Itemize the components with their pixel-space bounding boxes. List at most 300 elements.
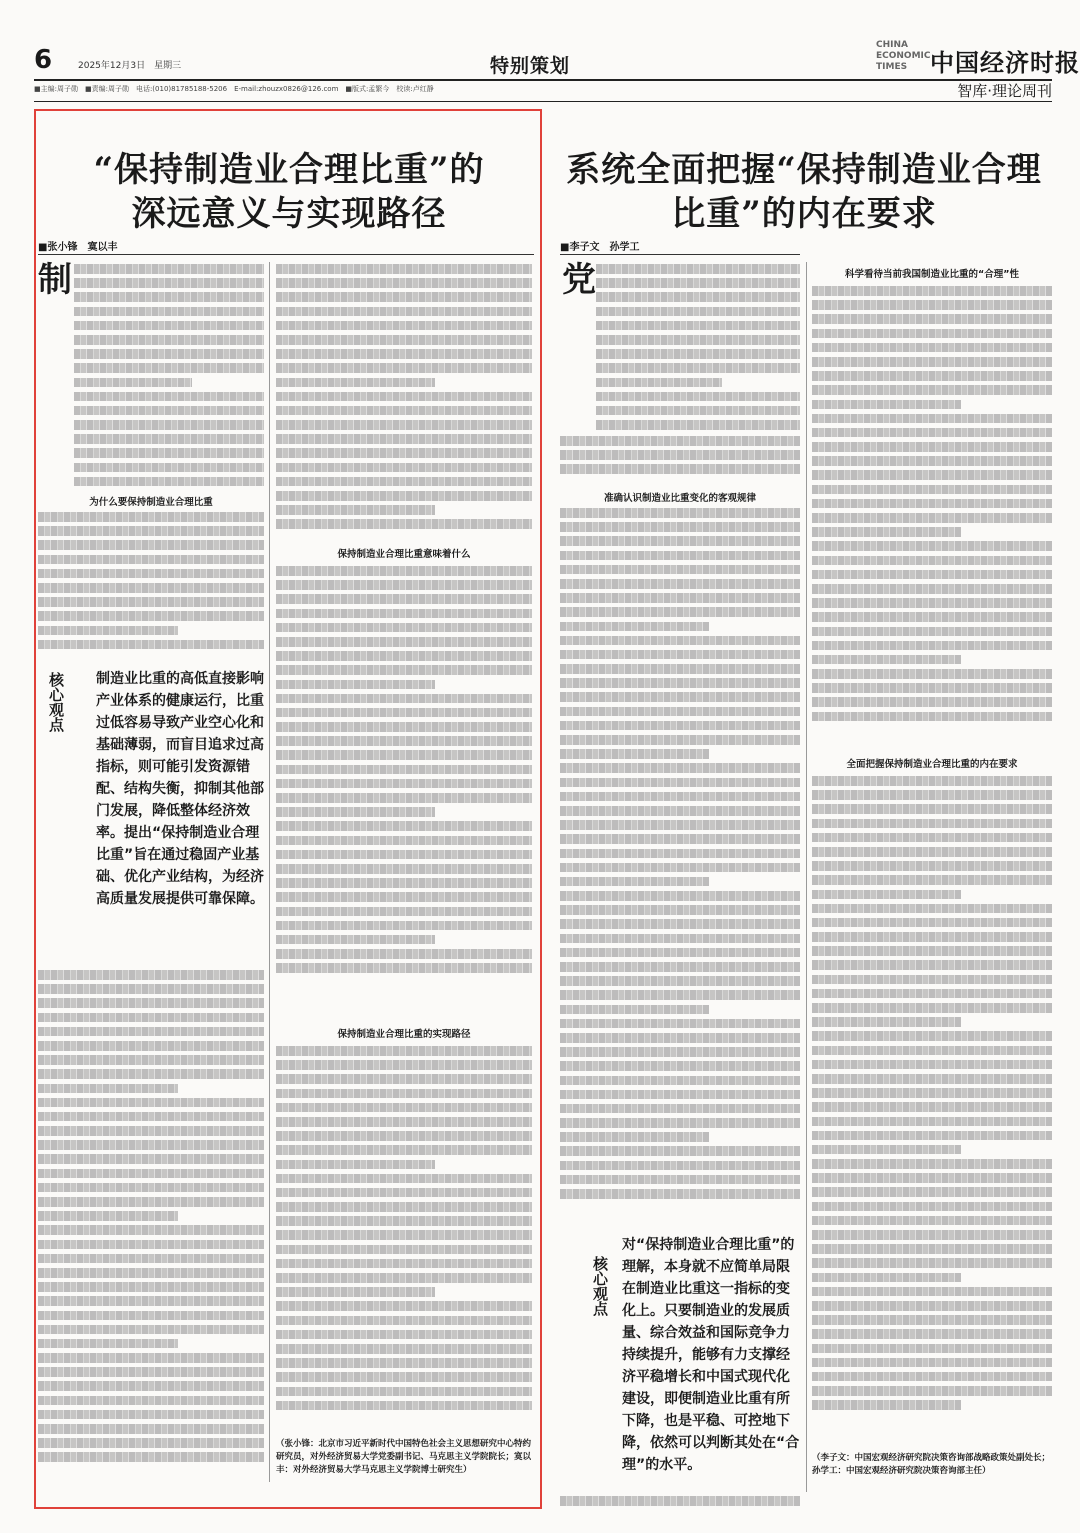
text-line bbox=[74, 292, 264, 302]
text-line bbox=[276, 1145, 532, 1155]
left-key-label: 核心观点 bbox=[47, 672, 65, 732]
text-line bbox=[812, 875, 1052, 885]
text-line bbox=[38, 626, 178, 636]
text-line bbox=[276, 1259, 532, 1269]
text-line bbox=[276, 264, 532, 274]
text-line bbox=[276, 609, 532, 619]
text-line bbox=[560, 1118, 800, 1128]
right-col1-body2 bbox=[560, 508, 800, 1226]
text-line bbox=[812, 400, 961, 410]
text-line bbox=[560, 1496, 800, 1506]
text-line bbox=[812, 890, 961, 900]
text-line bbox=[812, 1031, 1052, 1041]
text-line bbox=[812, 1017, 961, 1027]
text-line bbox=[38, 1140, 264, 1150]
text-line bbox=[560, 962, 800, 972]
text-line bbox=[812, 861, 1052, 871]
text-line bbox=[276, 1117, 532, 1127]
text-line bbox=[560, 692, 800, 702]
text-line bbox=[812, 541, 1052, 551]
text-line bbox=[812, 612, 1052, 622]
text-line bbox=[560, 721, 800, 731]
text-line bbox=[812, 470, 1052, 480]
text-line bbox=[276, 1245, 532, 1255]
text-line bbox=[38, 640, 264, 650]
text-line bbox=[74, 448, 264, 458]
text-line bbox=[560, 664, 800, 674]
text-line bbox=[276, 1301, 532, 1311]
text-line bbox=[276, 292, 532, 302]
right-col1-body1b bbox=[560, 436, 800, 486]
text-line bbox=[276, 807, 435, 817]
text-line bbox=[276, 463, 532, 473]
text-line bbox=[276, 907, 532, 917]
text-line bbox=[38, 1197, 264, 1207]
text-line bbox=[38, 970, 264, 980]
text-line bbox=[812, 1386, 1052, 1396]
header-rule bbox=[34, 79, 1052, 81]
text-line bbox=[38, 1183, 264, 1193]
text-line bbox=[276, 892, 532, 902]
text-line bbox=[276, 321, 532, 331]
text-line bbox=[276, 821, 532, 831]
text-line bbox=[276, 1103, 532, 1113]
text-line bbox=[812, 1287, 1052, 1297]
text-line bbox=[74, 378, 192, 388]
text-line bbox=[812, 442, 1052, 452]
text-line bbox=[276, 1387, 532, 1397]
text-line bbox=[812, 641, 1052, 651]
text-line bbox=[560, 863, 800, 873]
text-line bbox=[276, 836, 532, 846]
text-line bbox=[812, 1145, 961, 1155]
text-line bbox=[560, 1047, 800, 1057]
text-line bbox=[276, 406, 532, 416]
left-rule bbox=[38, 254, 534, 255]
text-line bbox=[38, 1353, 264, 1363]
text-line bbox=[74, 264, 264, 274]
text-line bbox=[276, 779, 532, 789]
text-line bbox=[560, 1132, 709, 1142]
text-line bbox=[812, 1258, 1052, 1268]
text-line bbox=[38, 1169, 264, 1179]
text-line bbox=[812, 819, 1052, 829]
text-line bbox=[560, 806, 800, 816]
text-line bbox=[560, 778, 800, 788]
text-line bbox=[560, 1189, 800, 1199]
text-line bbox=[74, 307, 264, 317]
text-line bbox=[812, 627, 1052, 637]
text-line bbox=[560, 934, 800, 944]
text-line bbox=[38, 526, 264, 536]
header-rule-bottom bbox=[34, 101, 1052, 102]
text-line bbox=[38, 984, 264, 994]
text-line bbox=[812, 428, 1052, 438]
text-line bbox=[812, 329, 1052, 339]
text-line bbox=[812, 655, 961, 665]
text-line bbox=[560, 678, 800, 688]
text-line bbox=[276, 694, 532, 704]
text-line bbox=[560, 1175, 800, 1185]
text-line bbox=[38, 1396, 264, 1406]
text-line bbox=[38, 1013, 264, 1023]
text-line bbox=[276, 637, 532, 647]
left-subhead-3: 保持制造业合理比重的实现路径 bbox=[337, 1029, 471, 1040]
text-line bbox=[560, 891, 800, 901]
text-line bbox=[38, 1055, 264, 1065]
text-line bbox=[276, 491, 532, 501]
text-line bbox=[276, 708, 532, 718]
right-author-note: （李子文：中国宏观经济研究院决策咨询部战略政策处副处长；孙学工：中国宏观经济研究院决策咨询部主任） bbox=[812, 1453, 1051, 1476]
text-line bbox=[812, 584, 1052, 594]
text-line bbox=[812, 314, 1052, 324]
text-line bbox=[812, 357, 1052, 367]
left-col2-body3 bbox=[276, 1046, 532, 1430]
text-line bbox=[812, 1046, 1052, 1056]
text-line bbox=[276, 477, 532, 487]
page-header bbox=[0, 0, 1080, 104]
text-line bbox=[812, 286, 1052, 296]
text-line bbox=[276, 850, 532, 860]
left-subhead-2: 保持制造业合理比重意味着什么 bbox=[337, 549, 471, 560]
text-line bbox=[276, 1160, 435, 1170]
text-line bbox=[74, 321, 264, 331]
text-line bbox=[560, 849, 800, 859]
text-line bbox=[560, 948, 800, 958]
text-line bbox=[812, 300, 1052, 310]
text-line bbox=[38, 1041, 264, 1051]
right-key-label: 核心观点 bbox=[591, 1256, 609, 1316]
text-line bbox=[560, 976, 800, 986]
text-line bbox=[560, 749, 709, 759]
left-subhead-1: 为什么要保持制造业合理比重 bbox=[89, 497, 213, 508]
text-line bbox=[38, 1282, 264, 1292]
left-title-line2: 深远意义与实现路径 bbox=[131, 194, 447, 234]
text-line bbox=[560, 877, 709, 887]
page-number: 6 bbox=[34, 45, 53, 75]
text-line bbox=[276, 1287, 435, 1297]
text-line bbox=[812, 556, 1052, 566]
text-line bbox=[812, 946, 1052, 956]
text-line bbox=[812, 833, 1052, 843]
text-line bbox=[276, 1046, 532, 1056]
text-line bbox=[560, 834, 800, 844]
right-byline: ■李子文 孙学工 bbox=[560, 242, 640, 253]
text-line bbox=[812, 1358, 1052, 1368]
text-line bbox=[596, 363, 800, 373]
left-col1-body2 bbox=[38, 512, 264, 662]
text-line bbox=[276, 278, 532, 288]
text-line bbox=[812, 697, 1052, 707]
text-line bbox=[38, 1381, 264, 1391]
left-byline: ■张小锋 寞以丰 bbox=[38, 242, 118, 253]
text-line bbox=[276, 1131, 532, 1141]
text-line bbox=[812, 1159, 1052, 1169]
text-line bbox=[276, 793, 532, 803]
text-line bbox=[560, 1061, 800, 1071]
text-line bbox=[560, 622, 709, 632]
right-article-title bbox=[556, 148, 1052, 236]
text-line bbox=[38, 1311, 264, 1321]
text-line bbox=[74, 392, 264, 402]
text-line bbox=[276, 1372, 532, 1382]
text-line bbox=[560, 792, 800, 802]
text-line bbox=[560, 1033, 800, 1043]
text-line bbox=[596, 335, 800, 345]
issue-date: 2025年12月3日 星期三 bbox=[78, 61, 182, 71]
editor-credits: ■主编:周子勋 ■责编:周子勋 电话:(010)81785188-5206 E-mail:zhouzx0826@126.com ■版式:孟繁今 校读:卢红静 bbox=[34, 85, 434, 93]
text-line bbox=[812, 847, 1052, 857]
text-line bbox=[812, 1117, 1052, 1127]
text-line bbox=[812, 932, 1052, 942]
text-line bbox=[276, 665, 532, 675]
text-line bbox=[560, 436, 800, 446]
text-line bbox=[74, 420, 264, 430]
left-column-rule bbox=[269, 262, 270, 1482]
text-line bbox=[812, 1003, 1052, 1013]
left-col1-body3 bbox=[38, 970, 264, 1478]
text-line bbox=[596, 420, 800, 430]
text-line bbox=[560, 565, 800, 575]
text-line bbox=[38, 1126, 264, 1136]
paper-chinese-name: 中国经济时报 bbox=[930, 48, 1080, 77]
text-line bbox=[276, 651, 532, 661]
text-line bbox=[812, 918, 1052, 928]
right-subhead-3: 全面把握保持制造业合理比重的内在要求 bbox=[846, 759, 1018, 770]
text-line bbox=[812, 414, 1052, 424]
text-line bbox=[560, 536, 800, 546]
text-line bbox=[38, 611, 264, 621]
left-article-title bbox=[50, 148, 528, 236]
text-line bbox=[74, 463, 264, 473]
left-author-note: （张小锋：北京市习近平新时代中国特色社会主义思想研究中心特约研究员，对外经济贸易大学党委副书记、马克思主义学院院长；寞以丰：对外经济贸易大学马克思主义学院博士研究生） bbox=[276, 1439, 532, 1475]
text-line bbox=[812, 804, 1052, 814]
text-line bbox=[74, 349, 264, 359]
right-subhead-2: 科学看待当前我国制造业比重的“合理”性 bbox=[845, 269, 1019, 280]
text-line bbox=[812, 1301, 1052, 1311]
text-line bbox=[812, 683, 1052, 693]
text-line bbox=[276, 1316, 532, 1326]
text-line bbox=[560, 551, 800, 561]
text-line bbox=[560, 735, 800, 745]
text-line bbox=[812, 1131, 1052, 1141]
text-line bbox=[812, 1088, 1052, 1098]
text-line bbox=[560, 579, 800, 589]
text-line bbox=[812, 1400, 961, 1410]
text-line bbox=[38, 583, 264, 593]
text-line bbox=[560, 763, 800, 773]
text-line bbox=[38, 1240, 264, 1250]
text-line bbox=[560, 464, 800, 474]
text-line bbox=[276, 864, 532, 874]
left-key-text: 制造业比重的高低直接影响产业体系的健康运行，比重过低容易导致产业空心化和基础薄弱，而盲目追求过高指标，则可能引发资源错配、结构失衡，抑制其他部门发展，降低整体经济效率。提出“保持制造业合理比重”旨在通过稳固产业基础、优化产业结构，为经济高质量发展提供可靠保障。 bbox=[96, 671, 264, 907]
text-line bbox=[276, 1202, 532, 1212]
text-line bbox=[812, 371, 1052, 381]
text-line bbox=[276, 1074, 532, 1084]
text-line bbox=[812, 989, 1052, 999]
text-line bbox=[38, 1296, 264, 1306]
right-rule bbox=[560, 254, 800, 255]
text-line bbox=[560, 508, 800, 518]
weekly-name: 智库·理论周刊 bbox=[957, 82, 1052, 100]
text-line bbox=[276, 434, 532, 444]
text-line bbox=[276, 1174, 532, 1184]
text-line bbox=[812, 385, 1052, 395]
text-line bbox=[276, 1188, 532, 1198]
text-line bbox=[560, 1146, 800, 1156]
right-col1-tail bbox=[560, 1496, 800, 1510]
text-line bbox=[276, 963, 532, 973]
text-line bbox=[276, 1060, 532, 1070]
text-line bbox=[38, 1084, 178, 1094]
text-line bbox=[596, 406, 800, 416]
text-line bbox=[38, 1339, 178, 1349]
text-line bbox=[38, 1268, 264, 1278]
text-line bbox=[276, 349, 532, 359]
text-line bbox=[812, 513, 1052, 523]
text-line bbox=[276, 623, 532, 633]
text-line bbox=[812, 1329, 1052, 1339]
text-line bbox=[812, 1173, 1052, 1183]
right-subhead-1: 准确认识制造业比重变化的客观规律 bbox=[603, 493, 756, 504]
text-line bbox=[74, 477, 264, 487]
text-line bbox=[812, 598, 1052, 608]
text-line bbox=[596, 264, 800, 274]
text-line bbox=[812, 343, 1052, 353]
text-line bbox=[276, 1401, 532, 1411]
text-line bbox=[812, 790, 1052, 800]
text-line bbox=[276, 378, 435, 388]
text-line bbox=[38, 1211, 178, 1221]
text-line bbox=[560, 919, 800, 929]
text-line bbox=[596, 278, 800, 288]
text-line bbox=[560, 990, 800, 1000]
text-line bbox=[812, 1344, 1052, 1354]
text-line bbox=[812, 1102, 1052, 1112]
text-line bbox=[812, 1202, 1052, 1212]
text-line bbox=[812, 456, 1052, 466]
text-line bbox=[596, 349, 800, 359]
right-column-rule bbox=[806, 262, 807, 1492]
text-line bbox=[74, 434, 264, 444]
text-line bbox=[812, 1230, 1052, 1240]
text-line bbox=[276, 1216, 532, 1226]
text-line bbox=[596, 378, 722, 388]
text-line bbox=[812, 1273, 961, 1283]
text-line bbox=[276, 1344, 532, 1354]
text-line bbox=[560, 1076, 800, 1086]
left-title-line1: “保持制造业合理比重”的 bbox=[93, 150, 485, 190]
text-line bbox=[276, 1273, 532, 1283]
text-line bbox=[276, 765, 532, 775]
text-line bbox=[38, 1098, 264, 1108]
text-line bbox=[276, 594, 532, 604]
right-col1-body bbox=[596, 264, 800, 434]
text-line bbox=[560, 1005, 709, 1015]
text-line bbox=[560, 1161, 800, 1171]
text-line bbox=[812, 499, 1052, 509]
text-line bbox=[560, 650, 800, 660]
text-line bbox=[276, 736, 532, 746]
text-line bbox=[812, 1244, 1052, 1254]
text-line bbox=[276, 392, 532, 402]
text-line bbox=[596, 307, 800, 317]
text-line bbox=[276, 580, 532, 590]
text-line bbox=[560, 905, 800, 915]
text-line bbox=[276, 949, 532, 959]
text-line bbox=[812, 669, 1052, 679]
right-key-text: 对“保持制造业合理比重”的理解，本身就不应简单局限在制造业比重这一指标的变化上。只要制造业的发展质量、综合效益和国际竞争力持续提升，能够有力支撑经济平稳增长和中国式现代化建设，即便制造业比重有所下降，也是平稳、可控地下降，依然可以判断其处在“合理”的水平。 bbox=[622, 1237, 800, 1473]
text-line bbox=[276, 1230, 532, 1240]
text-line bbox=[276, 935, 435, 945]
text-line bbox=[812, 527, 961, 537]
text-line bbox=[560, 593, 800, 603]
text-line bbox=[276, 307, 532, 317]
text-line bbox=[276, 722, 532, 732]
text-line bbox=[38, 1367, 264, 1377]
text-line bbox=[276, 1330, 532, 1340]
text-line bbox=[276, 680, 435, 690]
text-line bbox=[38, 1154, 264, 1164]
text-line bbox=[276, 566, 532, 576]
text-line bbox=[596, 292, 800, 302]
text-line bbox=[276, 878, 532, 888]
text-line bbox=[38, 1027, 264, 1037]
text-line bbox=[38, 540, 264, 550]
text-line bbox=[812, 975, 1052, 985]
left-col1-body bbox=[74, 264, 264, 492]
text-line bbox=[812, 1315, 1052, 1325]
text-line bbox=[74, 335, 264, 345]
text-line bbox=[276, 519, 532, 529]
text-line bbox=[812, 712, 1052, 722]
text-line bbox=[560, 707, 800, 717]
text-line bbox=[276, 335, 532, 345]
text-line bbox=[38, 512, 264, 522]
text-line bbox=[812, 1060, 1052, 1070]
text-line bbox=[38, 1410, 264, 1420]
text-line bbox=[276, 505, 435, 515]
right-title-line2: 比重”的内在要求 bbox=[671, 194, 937, 234]
text-line bbox=[38, 1225, 264, 1235]
text-line bbox=[812, 1372, 1052, 1382]
paper-english-name: CHINA ECONOMIC TIMES bbox=[876, 40, 931, 72]
text-line bbox=[560, 1090, 800, 1100]
text-line bbox=[276, 448, 532, 458]
right-title-line1: 系统全面把握“保持制造业合理 bbox=[566, 150, 1042, 190]
text-line bbox=[38, 1438, 264, 1448]
text-line bbox=[276, 363, 532, 373]
text-line bbox=[560, 1104, 800, 1114]
text-line bbox=[276, 750, 532, 760]
text-line bbox=[812, 485, 1052, 495]
text-line bbox=[560, 450, 800, 460]
text-line bbox=[74, 406, 264, 416]
text-line bbox=[38, 1452, 264, 1462]
text-line bbox=[276, 1358, 532, 1368]
text-line bbox=[74, 278, 264, 288]
text-line bbox=[38, 555, 264, 565]
text-line bbox=[38, 569, 264, 579]
text-line bbox=[812, 904, 1052, 914]
left-col2-body bbox=[276, 264, 532, 536]
right-col2-body2 bbox=[812, 776, 1052, 1442]
text-line bbox=[560, 522, 800, 532]
text-line bbox=[38, 597, 264, 607]
text-line bbox=[38, 1424, 264, 1434]
text-line bbox=[560, 1019, 800, 1029]
text-line bbox=[38, 998, 264, 1008]
